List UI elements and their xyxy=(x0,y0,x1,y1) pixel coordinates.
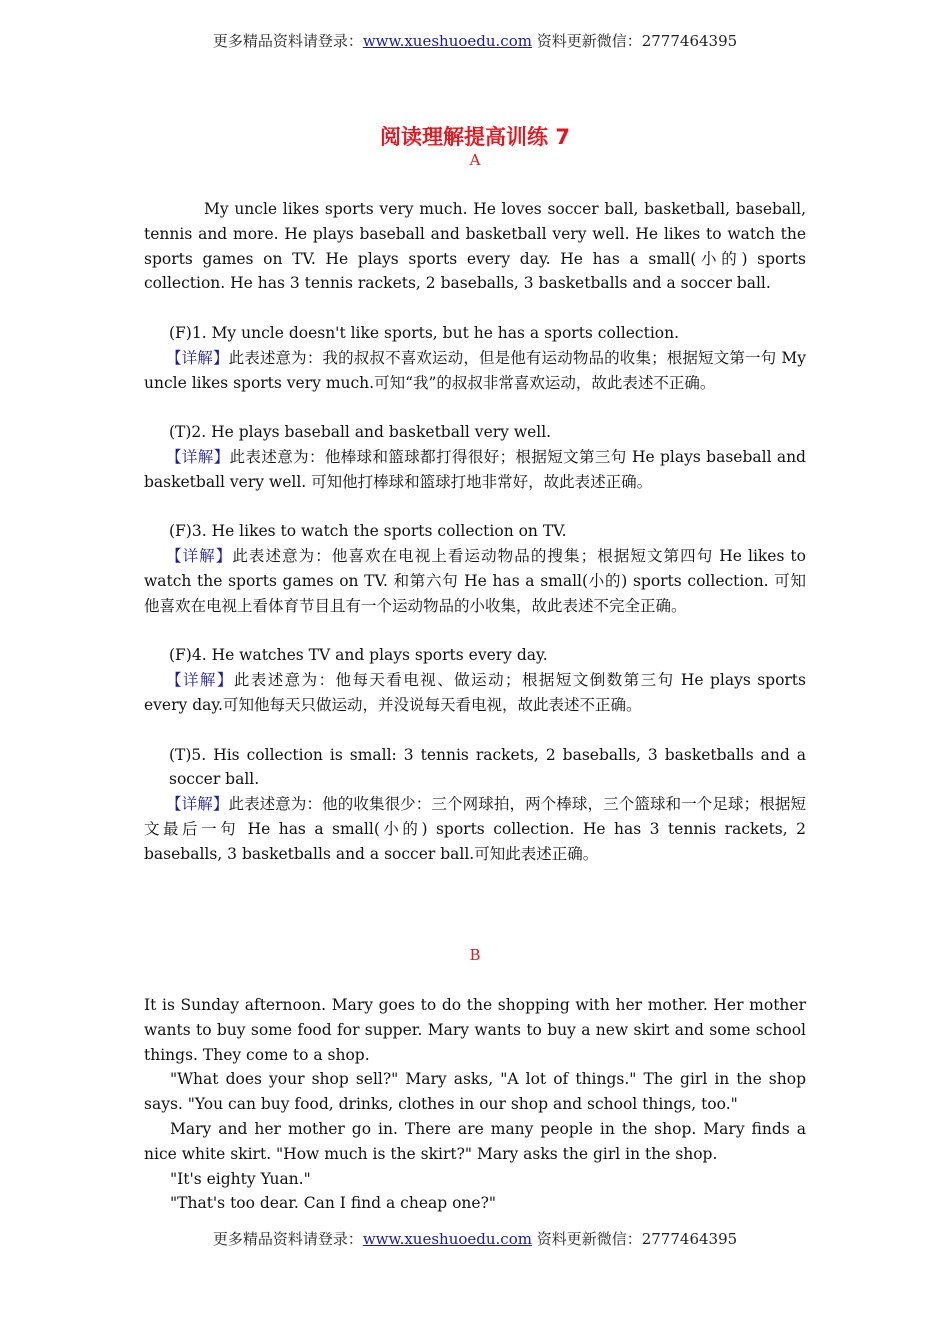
explanation-text: 此表述意为：他的收集很少：三个网球拍，两个棒球，三个篮球和一个足球；根据短文最后一句 He has a small(小的) sports collection. He has 3 tennis rackets, 2 baseballs, 3 basketballs and a soccer ball.可知此表述正确。 xyxy=(144,795,806,863)
explanation-text: 此表述意为：他每天看电视、做运动；根据短文倒数第三句 He plays sports every day.可知他每天只做运动，并没说每天看电视，故此表述不正确。 xyxy=(144,671,806,714)
detail-tag: 【详解】 xyxy=(166,348,229,367)
explanation-3 xyxy=(144,544,806,618)
question-1: (F)1. My uncle doesn't like sports, but he has a sports collection. xyxy=(169,323,680,342)
passage-b-paragraph: Mary and her mother go in. There are many people in the shop. Mary finds a nice white skirt. "How much is the skirt?" Mary asks the girl in the shop. xyxy=(144,1119,806,1163)
header-banner xyxy=(0,31,950,51)
section-b-label: B xyxy=(469,946,481,964)
passage-b-paragraph: "That's too dear. Can I find a cheap one?" xyxy=(170,1194,497,1213)
footer-banner xyxy=(0,1229,950,1249)
question-4: (F)4. He watches TV and plays sports every day. xyxy=(169,646,548,665)
passage-b-paragraph: "What does your shop sell?" Mary asks, "A lot of things." The girl in the shop says. "You can buy food, drinks, clothes in our shop and school things, too." xyxy=(144,1070,806,1114)
detail-tag: 【详解】 xyxy=(166,671,234,690)
explanation-4 xyxy=(144,668,806,718)
banner-suffix: 资料更新微信：2777464395 xyxy=(531,32,738,50)
explanation-2 xyxy=(144,445,806,495)
section-a-content xyxy=(144,197,806,867)
passage-b-paragraph: "It's eighty Yuan." xyxy=(170,1169,311,1188)
page-title: 阅读理解提高训练 7 xyxy=(380,125,570,149)
detail-tag: 【详解】 xyxy=(166,795,229,814)
detail-tag: 【详解】 xyxy=(166,547,233,566)
section-a-label: A xyxy=(469,151,481,169)
question-3: (F)3. He likes to watch the sports collection on TV. xyxy=(169,522,567,541)
banner-suffix: 资料更新微信：2777464395 xyxy=(531,1230,738,1248)
explanation-text: 此表述意为：他棒球和篮球都打得很好；根据短文第三句 He plays baseball and basketball very well. 可知他打棒球和篮球打地非常好，故此表述正确。 xyxy=(144,447,806,491)
passage-a: My uncle likes sports very much. He loves soccer ball, basketball, baseball, tennis and more. He plays baseball and basketball very well. He likes to watch the sports games on TV. He plays sports every day. He has a small(小的) sports collection. He has 3 tennis rackets, 2 baseballs, 3 basketballs and a soccer ball. xyxy=(144,200,806,293)
explanation-5 xyxy=(144,792,806,866)
detail-tag: 【详解】 xyxy=(166,447,230,466)
explanation-text: 此表述意为：我的叔叔不喜欢运动，但是他有运动物品的收集；根据短文第一句 My uncle likes sports very much.可知“我”的叔叔非常喜欢运动，故此表述不正确。 xyxy=(144,348,806,392)
banner-link[interactable]: www.xueshuoedu.com xyxy=(362,32,532,50)
question-5: (T)5. His collection is small: 3 tennis rackets, 2 baseballs, 3 basketballs and a soccer ball. xyxy=(169,745,806,789)
question-2: (T)2. He plays baseball and basketball very well. xyxy=(169,423,552,442)
passage-b-paragraph: It is Sunday afternoon. Mary goes to do the shopping with her mother. Her mother wants to buy some food for supper. Mary wants to buy a new skirt and some school things. They come to a shop. xyxy=(144,996,806,1064)
section-b-content xyxy=(144,993,806,1216)
explanation-1 xyxy=(144,346,806,396)
banner-link[interactable]: www.xueshuoedu.com xyxy=(362,1230,532,1248)
banner-prefix: 更多精品资料请登录： xyxy=(212,1230,363,1248)
explanation-text: 此表述意为：他喜欢在电视上看运动物品的搜集；根据短文第四句 He likes to watch the sports games on TV. 和第六句 He has a small(小的) sports collection. 可知他喜欢在电视上看体育节目且有一个运动物品的小收集，故此表述不完全正确。 xyxy=(144,547,806,615)
banner-prefix: 更多精品资料请登录： xyxy=(212,32,363,50)
